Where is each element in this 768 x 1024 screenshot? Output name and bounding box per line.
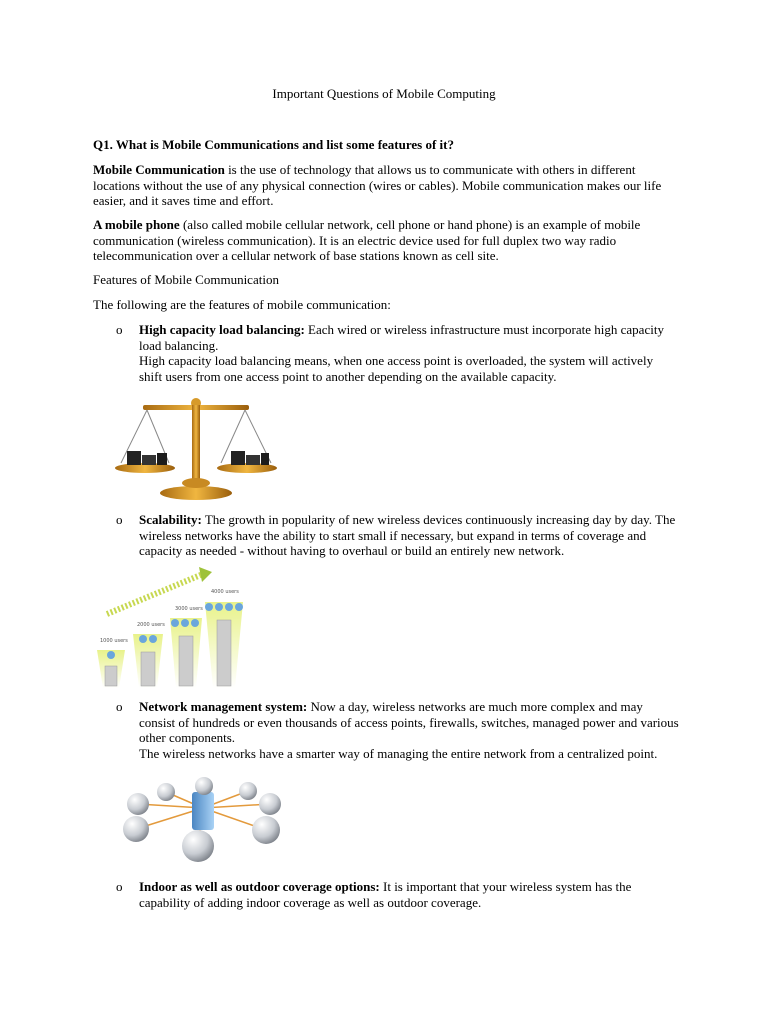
list-item-scalability bbox=[139, 512, 679, 559]
term-mobile-phone: A mobile phone bbox=[93, 217, 180, 232]
list-item-coverage-options bbox=[139, 879, 679, 910]
bullet-marker: o bbox=[116, 322, 123, 337]
item-text: Each wired or wireless infrastructure must incorporate high capacity load balancing. bbox=[139, 322, 664, 353]
paragraph-text: is the use of technology that allows us to communicate with others in different locations without the use of any physical connection (wires or cables). Mobile communication makes our life easier, and it saves time and effort. bbox=[93, 162, 662, 208]
item-text: Now a day, wireless networks are much more complex and may consist of hundreds or even thousands of access points, firewalls, switches, managed power and various other components. bbox=[139, 699, 679, 745]
features-heading: Features of Mobile Communication bbox=[93, 272, 279, 287]
document-title: Important Questions of Mobile Computing bbox=[272, 86, 496, 101]
tier-label-4000: 4000 users bbox=[211, 589, 239, 595]
item-term: Network management system: bbox=[139, 699, 308, 714]
scalability-image bbox=[95, 566, 250, 690]
paragraph-mobile-communication bbox=[93, 162, 683, 209]
item-text: The growth in popularity of new wireless devices continuously increasing day by day. The wireless networks have the ability to start small if necessary, but expand in terms of coverage and capacity as needed - without having to overhaul or build an entirely new network. bbox=[139, 512, 676, 558]
tier-label-3000: 3000 users bbox=[175, 606, 203, 612]
item-term: Scalability: bbox=[139, 512, 202, 527]
balance-scale-image bbox=[113, 393, 279, 503]
term-mobile-communication: Mobile Communication bbox=[93, 162, 225, 177]
tier-label-2000: 2000 users bbox=[137, 622, 165, 628]
paragraph-text: (also called mobile cellular network, cell phone or hand phone) is an example of mobile communication (wireless communication). It is an electric device used for full duplex two way radio telecommunication over a cellular network of base stations known as cell site. bbox=[93, 217, 641, 263]
item-term: High capacity load balancing: bbox=[139, 322, 305, 337]
list-item-load-balancing bbox=[139, 322, 679, 384]
item-term: Indoor as well as outdoor coverage options: bbox=[139, 879, 380, 894]
item-extra: The wireless networks have a smarter way of managing the entire network from a centralized point. bbox=[139, 745, 658, 761]
bullet-marker: o bbox=[116, 699, 123, 714]
tier-label-1000: 1000 users bbox=[100, 638, 128, 644]
features-intro: The following are the features of mobile communication: bbox=[93, 297, 391, 312]
item-text: It is important that your wireless system has the capability of adding indoor coverage as well as outdoor coverage. bbox=[139, 879, 632, 910]
network-management-image bbox=[120, 774, 300, 866]
list-item-network-management bbox=[139, 699, 679, 761]
question-heading: Q1. What is Mobile Communications and list some features of it? bbox=[93, 137, 454, 152]
bullet-marker: o bbox=[116, 879, 123, 894]
item-extra: High capacity load balancing means, when one access point is overloaded, the system will actively shift users from one access point to another depending on the available capacity. bbox=[139, 353, 654, 384]
paragraph-mobile-phone bbox=[93, 217, 683, 264]
bullet-marker: o bbox=[116, 512, 123, 527]
